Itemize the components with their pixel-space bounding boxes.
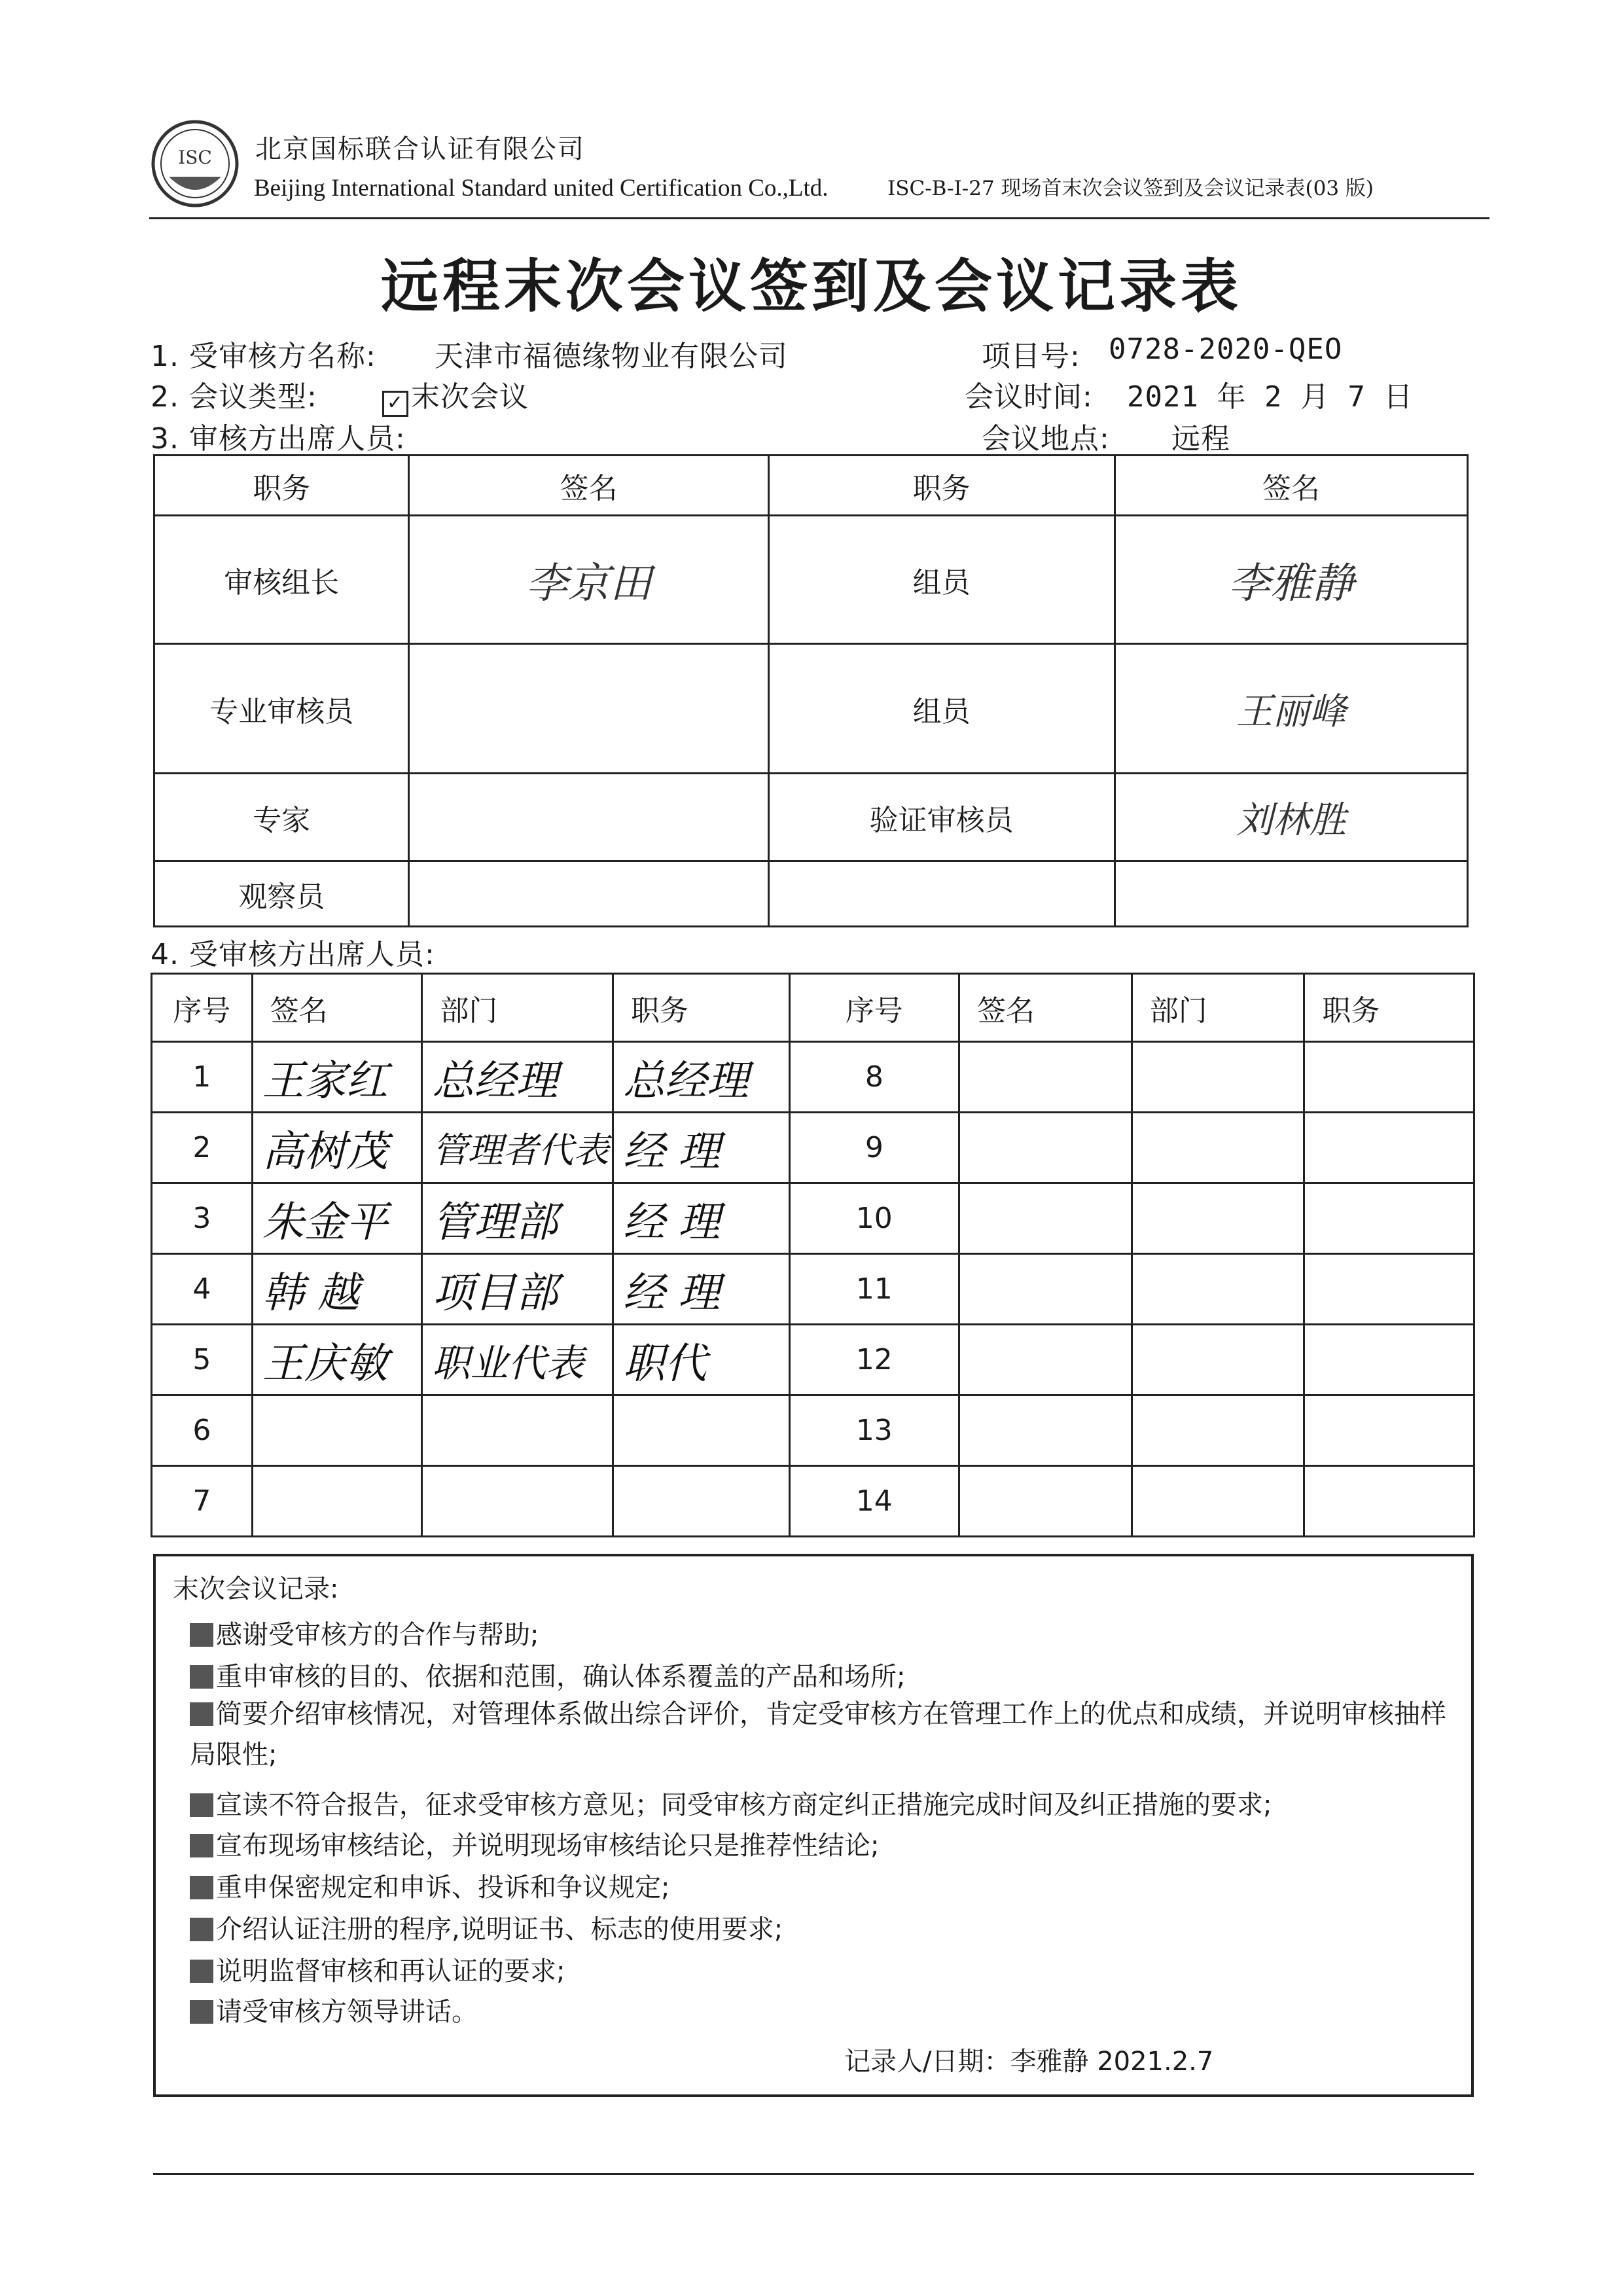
signature-cell xyxy=(409,861,768,927)
table-row xyxy=(152,1466,1474,1537)
filled-checkbox-icon xyxy=(190,2000,213,2024)
empty-cell xyxy=(1132,1183,1304,1254)
attendee-name: 朱金平 xyxy=(252,1183,422,1254)
empty-cell xyxy=(1132,1042,1304,1113)
role-cell: 组员 xyxy=(768,516,1115,644)
header-signature: 签名 xyxy=(1115,456,1467,516)
empty-cell xyxy=(1132,1325,1304,1395)
table-row xyxy=(152,1395,1474,1466)
attendee-name: 高树茂 xyxy=(252,1113,422,1183)
header-no: 序号 xyxy=(152,974,253,1042)
header-dept xyxy=(422,974,613,1042)
role-cell: 专业审核员 xyxy=(154,644,409,774)
form-code: ISC-B-I-27 现场首末次会议签到及会议记录表(03 版) xyxy=(887,177,1374,200)
filled-checkbox-icon xyxy=(190,1665,213,1689)
row-number: 11 xyxy=(789,1254,959,1325)
page-title: 远程末次会议签到及会议记录表 xyxy=(380,253,1242,320)
filled-checkbox-icon xyxy=(190,1793,213,1817)
header-role: 职务 xyxy=(154,456,409,516)
note-item xyxy=(190,1991,478,2028)
attendee-dept: 总经理 xyxy=(422,1042,613,1113)
role-cell: 观察员 xyxy=(154,861,409,927)
signature-cell: 李京田 xyxy=(409,516,768,644)
attendee-name xyxy=(252,1466,422,1537)
header-position xyxy=(613,974,789,1042)
auditee-attendees-label: 4. 受审核方出席人员: xyxy=(151,938,435,971)
role-cell: 组员 xyxy=(768,644,1115,774)
note-item-text: 重申保密规定和申诉、投诉和争议规定; xyxy=(216,1873,670,1903)
empty-cell xyxy=(1132,1113,1304,1183)
meeting-type-value xyxy=(382,373,529,417)
table-row xyxy=(154,774,1468,861)
row-number: 3 xyxy=(152,1183,253,1254)
empty-cell xyxy=(1304,1466,1474,1537)
attendee-position: 经 理 xyxy=(613,1183,789,1254)
header-name-text: 签名 xyxy=(270,994,328,1028)
attendee-name: 王庆敏 xyxy=(252,1325,422,1395)
note-item xyxy=(190,1867,669,1904)
notes-title: 末次会议记录: xyxy=(173,1574,339,1604)
header-name xyxy=(252,974,422,1042)
company-name-en: Beijing International Standard united Certification Co.,Ltd. xyxy=(254,175,829,202)
meeting-type-text: 末次会议 xyxy=(411,380,529,414)
signature-cell xyxy=(1115,861,1467,927)
attendee-position: 经 理 xyxy=(613,1113,789,1183)
auditee-attendance-table xyxy=(151,973,1475,1537)
table-row xyxy=(154,644,1468,774)
table-header-row xyxy=(154,456,1468,516)
meeting-time-value: 2021 年 2 月 7 日 xyxy=(1127,380,1414,414)
company-name-cn: 北京国标联合认证有限公司 xyxy=(255,134,585,164)
header-position-text: 职务 xyxy=(1322,994,1380,1028)
row-number: 14 xyxy=(789,1466,959,1537)
role-cell: 审核组长 xyxy=(154,516,409,644)
empty-cell xyxy=(1132,1395,1304,1466)
attendee-dept: 项目部 xyxy=(422,1254,613,1325)
filled-checkbox-icon xyxy=(190,1960,213,1983)
company-logo xyxy=(149,118,241,209)
attendee-position: 经 理 xyxy=(613,1254,789,1325)
table-row xyxy=(154,861,1468,927)
header-dept-text: 部门 xyxy=(440,994,498,1028)
row-number: 8 xyxy=(789,1042,959,1113)
meeting-time-label: 会议时间: xyxy=(965,380,1093,414)
empty-cell xyxy=(1304,1113,1474,1183)
meeting-location-value: 远程 xyxy=(1171,422,1230,456)
row-number: 1 xyxy=(152,1042,253,1113)
table-row xyxy=(152,1325,1474,1395)
header-signature: 签名 xyxy=(409,456,768,516)
empty-cell xyxy=(1304,1042,1474,1113)
header-role: 职务 xyxy=(768,456,1115,516)
row-number: 7 xyxy=(152,1466,253,1537)
note-item xyxy=(190,1909,783,1946)
role-cell xyxy=(768,861,1115,927)
empty-cell xyxy=(959,1254,1132,1325)
attendee-position xyxy=(613,1466,789,1537)
attendee-name xyxy=(252,1395,422,1466)
row-number: 6 xyxy=(152,1395,253,1466)
empty-cell xyxy=(959,1395,1132,1466)
attendee-name: 王家红 xyxy=(252,1042,422,1113)
row-number: 2 xyxy=(152,1113,253,1183)
attendee-name: 韩 越 xyxy=(252,1254,422,1325)
note-item-text: 重申审核的目的、依据和范围，确认体系覆盖的产品和场所; xyxy=(216,1662,906,1692)
role-cell: 专家 xyxy=(154,774,409,861)
note-item xyxy=(190,1656,905,1693)
table-header-row xyxy=(152,974,1474,1042)
project-number-label: 项目号: xyxy=(982,340,1080,373)
signature-cell xyxy=(409,774,768,861)
row-number: 13 xyxy=(789,1395,959,1466)
header-position-text: 职务 xyxy=(630,994,688,1028)
table-row xyxy=(152,1042,1474,1113)
role-cell: 验证审核员 xyxy=(768,774,1115,861)
empty-cell xyxy=(1304,1254,1474,1325)
note-item-text: 宣读不符合报告，征求受审核方意见；同受审核方商定纠正措施完成时间及纠正措施的要求; xyxy=(216,1790,1272,1820)
row-number: 10 xyxy=(789,1183,959,1254)
note-item xyxy=(190,1950,565,1988)
attendee-dept: 管理者代表 xyxy=(422,1113,613,1183)
table-row xyxy=(152,1183,1474,1254)
signature-cell: 李雅静 xyxy=(1115,516,1467,644)
attendee-position xyxy=(613,1395,789,1466)
header-dept-text: 部门 xyxy=(1149,994,1207,1028)
row-number: 9 xyxy=(789,1113,959,1183)
meeting-type-checkbox[interactable]: ✓ xyxy=(382,391,408,417)
recorder-signature: 记录人/日期：李雅静 2021.2.7 xyxy=(844,2047,1214,2077)
note-item-text: 说明监督审核和再认证的要求; xyxy=(216,1956,565,1986)
auditee-name-label: 1. 受审核方名称: xyxy=(151,340,376,373)
table-row xyxy=(152,1113,1474,1183)
empty-cell xyxy=(1132,1466,1304,1537)
meeting-location-label: 会议地点: xyxy=(982,422,1110,456)
note-item-text: 简要介绍审核情况，对管理体系做出综合评价，肯定受审核方在管理工作上的优点和成绩，并说明审核抽样局限性; xyxy=(190,1699,1446,1770)
note-item-text: 介绍认证注册的程序,说明证书、标志的使用要求; xyxy=(216,1914,783,1945)
empty-cell xyxy=(959,1042,1132,1113)
header-name xyxy=(959,974,1132,1042)
empty-cell xyxy=(1132,1254,1304,1325)
project-number-value: 0728-2020-QEO xyxy=(1109,332,1343,366)
filled-checkbox-icon xyxy=(190,1834,213,1857)
auditor-attendance-table xyxy=(153,454,1469,927)
signature-cell xyxy=(409,644,768,774)
filled-checkbox-icon xyxy=(190,1918,213,1941)
filled-checkbox-icon xyxy=(190,1623,213,1647)
note-item-text: 感谢受审核方的合作与帮助; xyxy=(216,1620,539,1650)
attendee-dept xyxy=(422,1395,613,1466)
header-no: 序号 xyxy=(789,974,959,1042)
filled-checkbox-icon xyxy=(190,1702,213,1726)
meeting-notes-box xyxy=(153,1554,1474,2097)
header-divider xyxy=(149,217,1489,219)
note-item-text: 宣布现场审核结论，并说明现场审核结论只是推荐性结论; xyxy=(216,1831,880,1861)
filled-checkbox-icon xyxy=(190,1876,213,1899)
note-item xyxy=(190,1614,539,1651)
attendee-dept xyxy=(422,1466,613,1537)
header-name-text: 签名 xyxy=(977,994,1035,1028)
empty-cell xyxy=(959,1183,1132,1254)
attendee-position: 总经理 xyxy=(613,1042,789,1113)
footer-divider xyxy=(153,2173,1474,2175)
table-row xyxy=(154,516,1468,644)
signature-cell: 刘林胜 xyxy=(1115,774,1467,861)
row-number: 4 xyxy=(152,1254,253,1325)
header-dept xyxy=(1132,974,1304,1042)
note-item xyxy=(190,1825,879,1862)
auditee-name-value: 天津市福德缘物业有限公司 xyxy=(435,340,788,373)
empty-cell xyxy=(1304,1183,1474,1254)
meeting-type-label: 2. 会议类型: xyxy=(151,380,317,414)
attendee-dept: 职业代表 xyxy=(422,1325,613,1395)
auditor-attendees-label: 3. 审核方出席人员: xyxy=(151,422,406,456)
empty-cell xyxy=(1304,1395,1474,1466)
empty-cell xyxy=(1304,1325,1474,1395)
row-number: 12 xyxy=(789,1325,959,1395)
header-position xyxy=(1304,974,1474,1042)
attendee-dept: 管理部 xyxy=(422,1183,613,1254)
svg-text:ISC: ISC xyxy=(178,147,212,168)
note-item xyxy=(190,1694,1459,1775)
note-item-text: 请受审核方领导讲话。 xyxy=(216,1997,478,2027)
note-item xyxy=(190,1784,1272,1821)
empty-cell xyxy=(959,1113,1132,1183)
table-row xyxy=(152,1254,1474,1325)
row-number: 5 xyxy=(152,1325,253,1395)
signature-cell: 王丽峰 xyxy=(1115,644,1467,774)
empty-cell xyxy=(959,1466,1132,1537)
empty-cell xyxy=(959,1325,1132,1395)
attendee-position: 职代 xyxy=(613,1325,789,1395)
